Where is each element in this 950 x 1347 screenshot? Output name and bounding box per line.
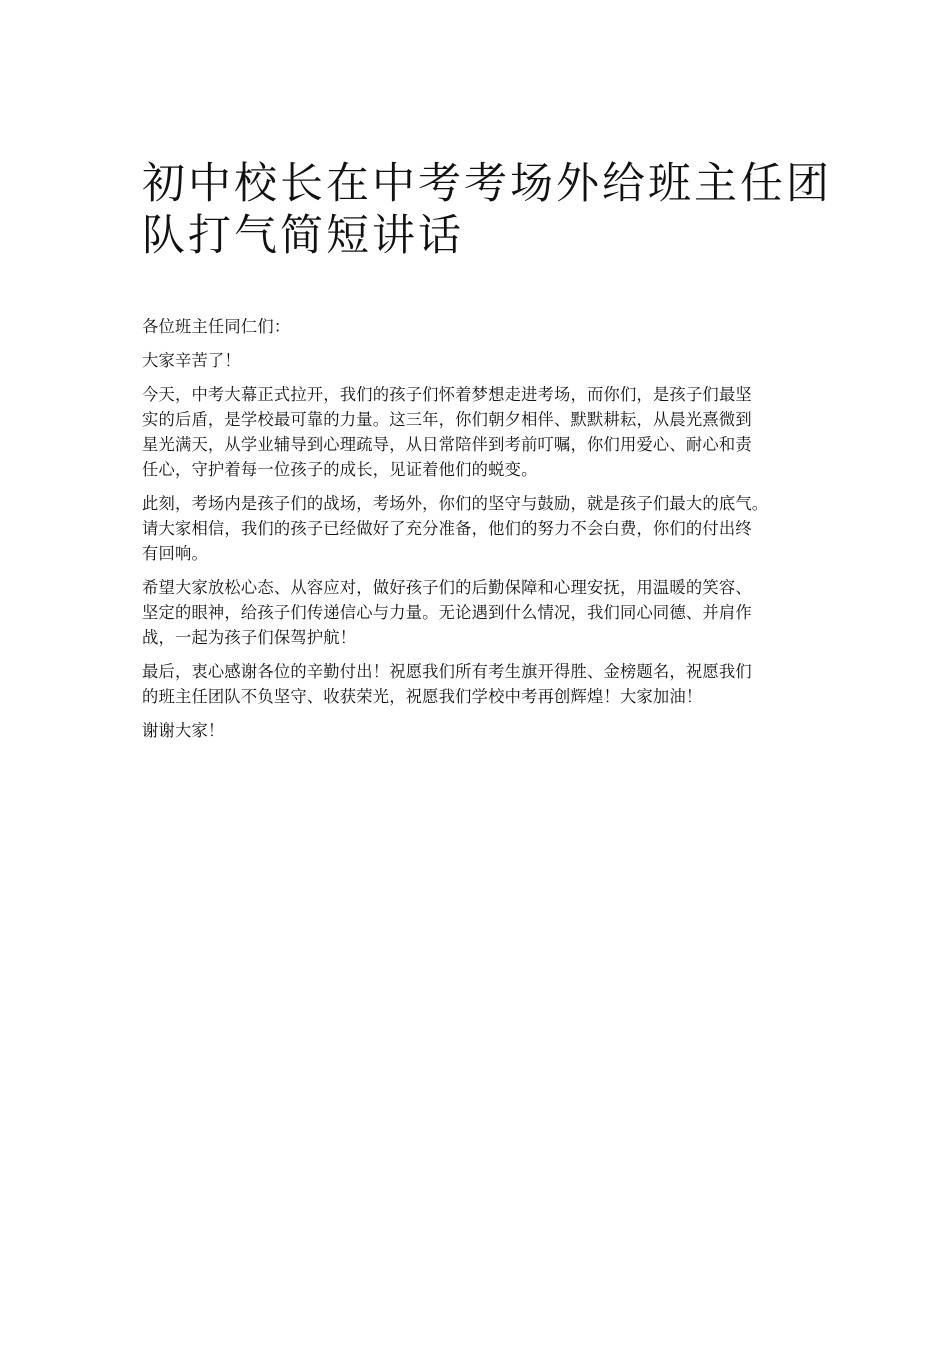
text-line: 的班主任团队不负坚守、收获荣光，祝愿我们学校中考再创辉煌！大家加油！ <box>142 687 703 706</box>
closing-paragraph <box>142 718 814 743</box>
greeting-paragraph <box>142 348 814 373</box>
text-line: 战，一起为孩子们保驾护航！ <box>142 628 357 647</box>
body-paragraph <box>142 659 814 709</box>
title-line: 初中校长在中考考场外给班主任团 <box>142 159 832 209</box>
text-line: 任心，守护着每一位孩子的成长，见证着他们的蜕变。 <box>142 460 538 479</box>
document-body <box>142 314 814 743</box>
salutation-paragraph <box>142 314 814 339</box>
text-line: 坚定的眼神，给孩子们传递信心与力量。无论遇到什么情况，我们同心同德、并肩作 <box>142 603 752 622</box>
document-title <box>142 158 832 262</box>
text-line: 希望大家放松心态、从容应对，做好孩子们的后勤保障和心理安抚，用温暖的笑容、 <box>142 578 752 597</box>
text-line: 今天，中考大幕正式拉开，我们的孩子们怀着梦想走进考场，而你们，是孩子们最坚 <box>142 385 752 404</box>
body-paragraph <box>142 491 814 566</box>
text-line: 最后，衷心感谢各位的辛勤付出！祝愿我们所有考生旗开得胜、金榜题名，祝愿我们 <box>142 662 752 681</box>
title-line: 队打气简短讲话 <box>142 211 464 261</box>
text-line: 谢谢大家！ <box>142 721 225 740</box>
text-line: 请大家相信，我们的孩子已经做好了充分准备，他们的努力不会白费，你们的付出终 <box>142 519 752 538</box>
document-page <box>142 158 832 752</box>
text-line: 有回响。 <box>142 544 208 563</box>
body-paragraph <box>142 382 814 482</box>
text-line: 各位班主任同仁们： <box>142 317 291 336</box>
body-paragraph <box>142 575 814 650</box>
text-line: 大家辛苦了！ <box>142 351 241 370</box>
text-line: 星光满天，从学业辅导到心理疏导，从日常陪伴到考前叮嘱，你们用爱心、耐心和责 <box>142 435 752 454</box>
text-line: 此刻，考场内是孩子们的战场，考场外，你们的坚守与鼓励，就是孩子们最大的底气。 <box>142 494 769 513</box>
text-line: 实的后盾，是学校最可靠的力量。这三年，你们朝夕相伴、默默耕耘，从晨光熹微到 <box>142 410 752 429</box>
